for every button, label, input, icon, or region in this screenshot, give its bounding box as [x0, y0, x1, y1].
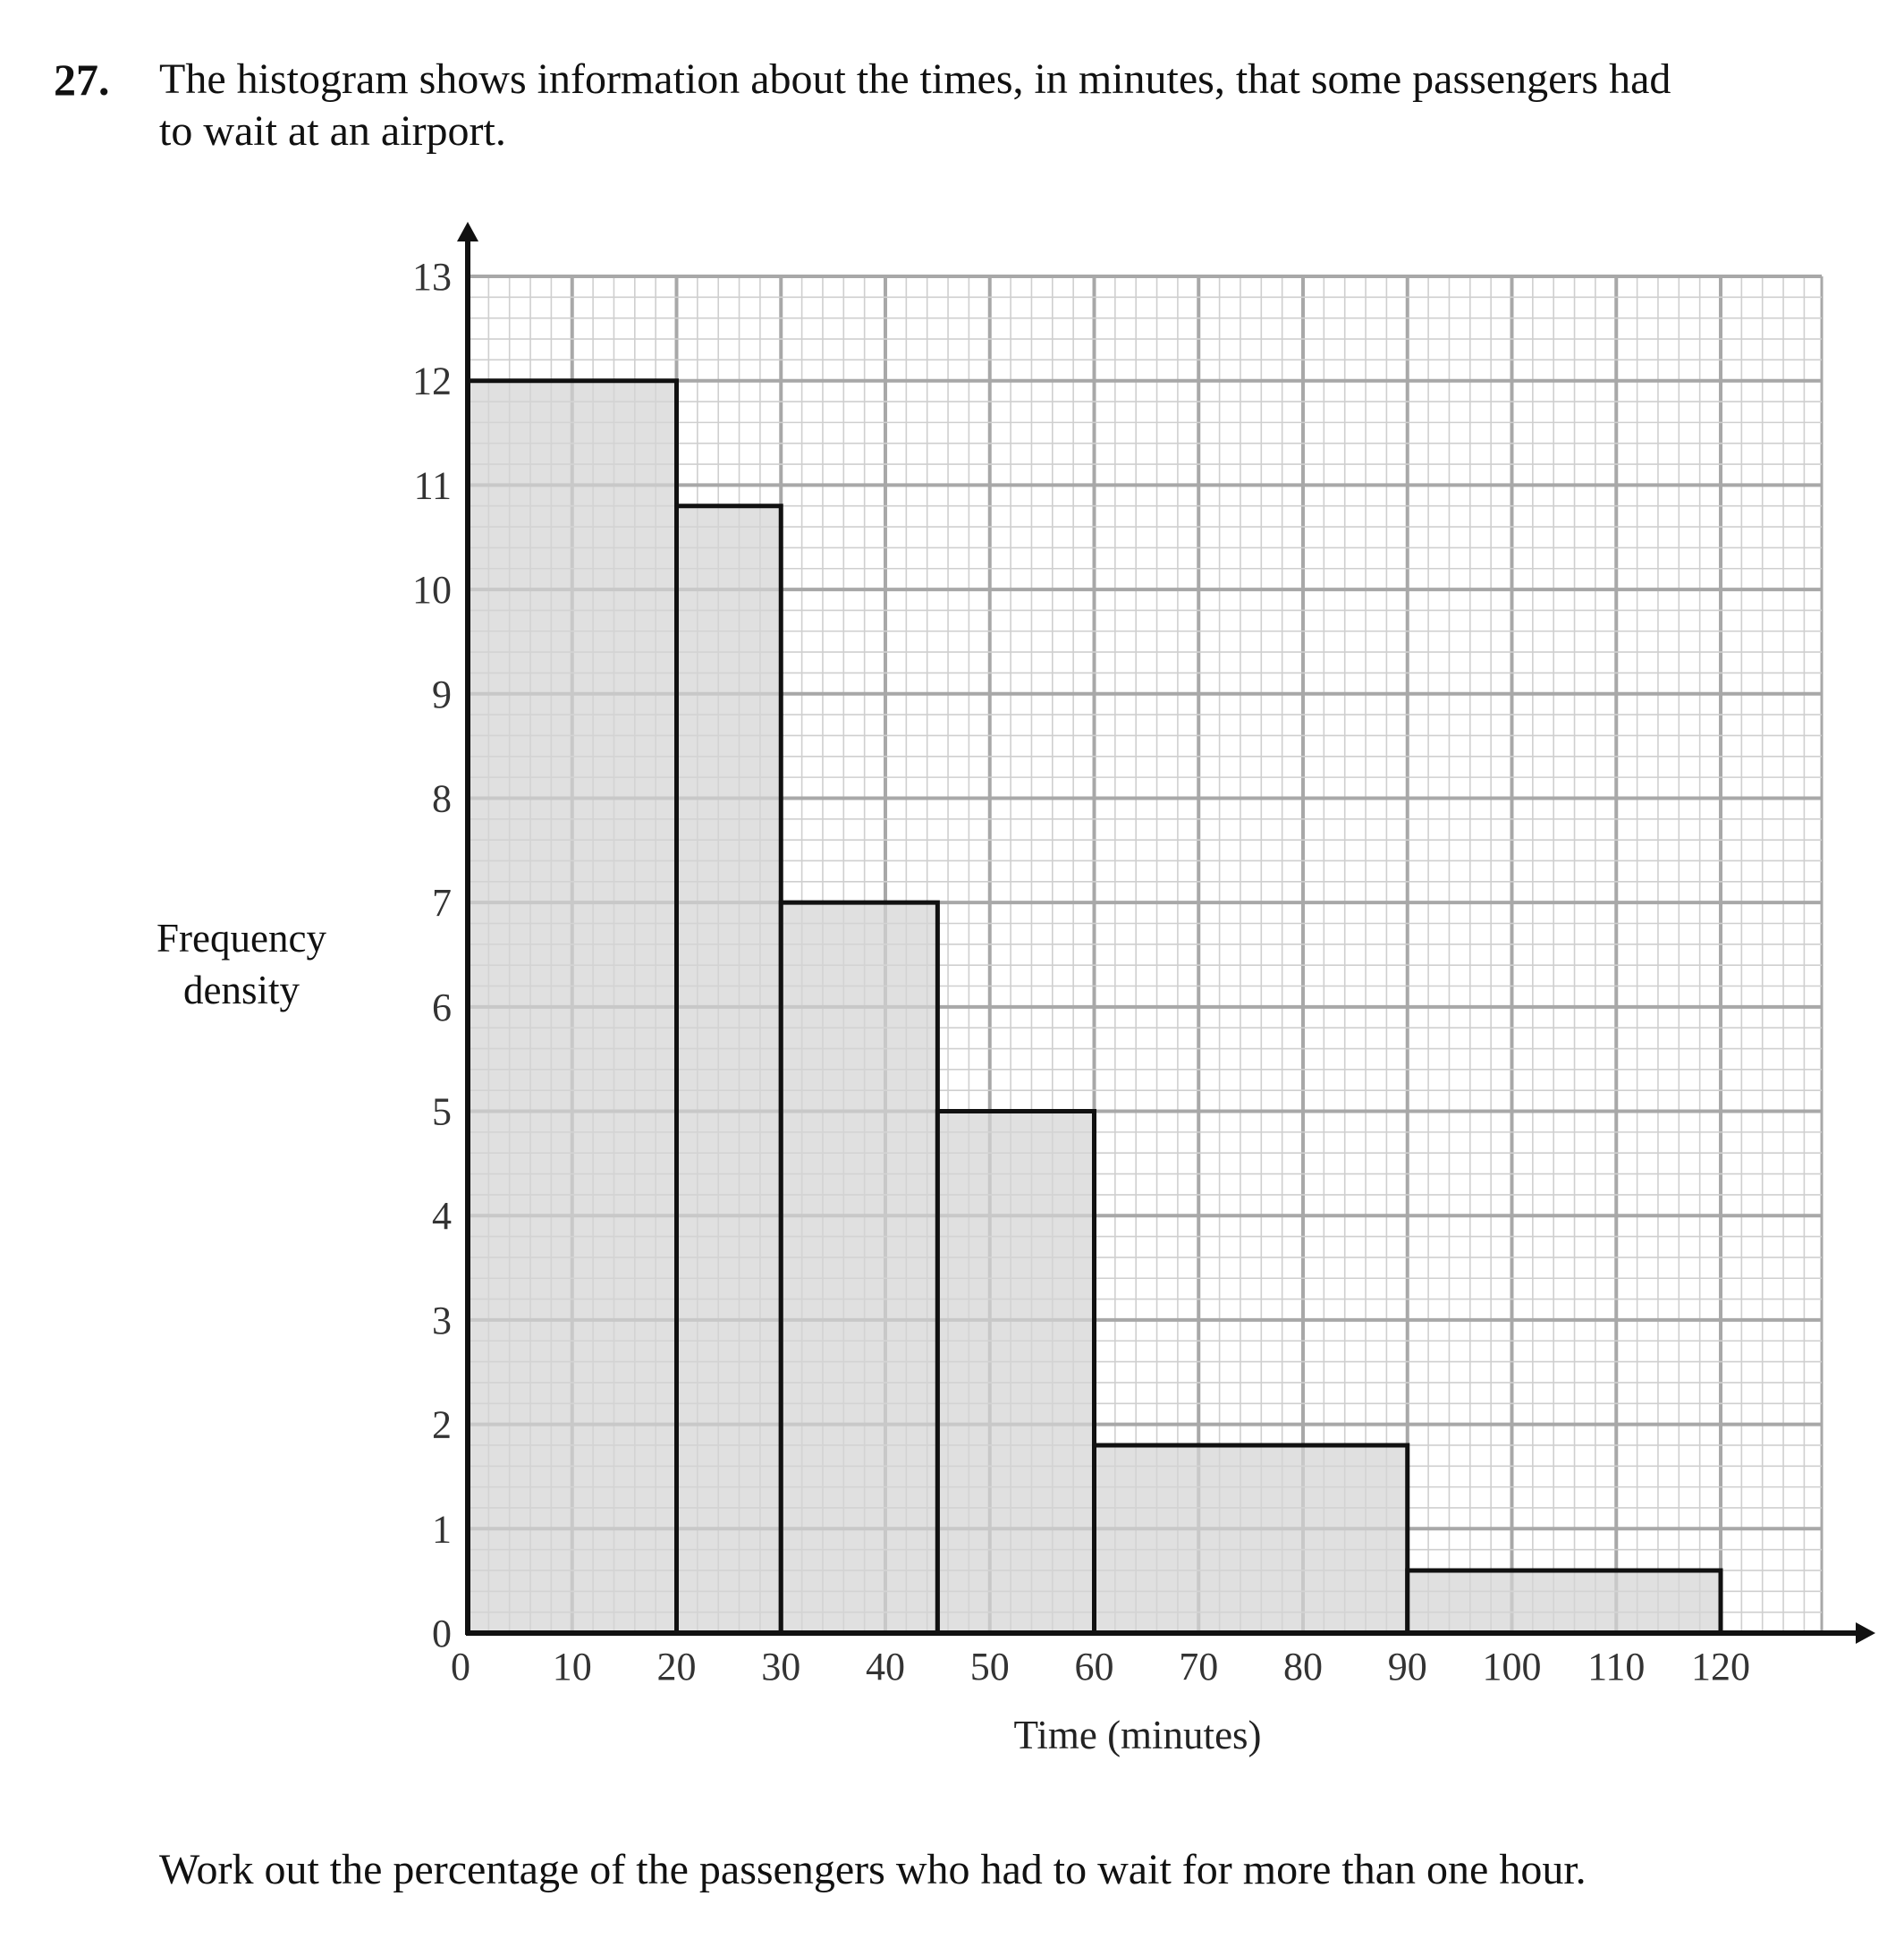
- question-number: 27.: [54, 55, 110, 105]
- x-tick-label: 110: [1587, 1645, 1646, 1689]
- question-text-line-1: The histogram shows information about the times, in minutes, that some passengers had: [159, 55, 1671, 103]
- histogram-bar: [468, 381, 677, 1633]
- y-tick-label: 10: [412, 568, 452, 613]
- x-tick-label: 80: [1283, 1645, 1323, 1689]
- y-tick-label: 13: [412, 255, 452, 299]
- y-tick-label: 11: [413, 463, 452, 508]
- x-tick-label: 20: [656, 1645, 697, 1689]
- histogram-bar: [781, 902, 937, 1633]
- question-text-line-2: to wait at an airport.: [159, 107, 506, 155]
- y-tick-label: 7: [432, 881, 452, 926]
- histogram-bar: [937, 1112, 1094, 1633]
- histogram-bar: [1408, 1570, 1721, 1633]
- y-tick-label: 3: [432, 1298, 452, 1342]
- y-tick-label: 4: [432, 1194, 452, 1239]
- x-tick-label: 40: [866, 1645, 905, 1689]
- x-tick-label: 120: [1691, 1645, 1750, 1689]
- x-tick-label: 100: [1482, 1645, 1542, 1689]
- x-tick-label: 30: [761, 1645, 801, 1689]
- y-tick-label: 8: [432, 776, 452, 821]
- y-tick-label: 9: [432, 672, 452, 716]
- y-tick-label: 12: [412, 359, 452, 403]
- y-tick-label: 5: [432, 1089, 452, 1134]
- y-tick-label: 6: [432, 985, 452, 1029]
- x-tick-label: 10: [552, 1645, 592, 1689]
- x-axis-arrow: [1856, 1622, 1875, 1644]
- y-tick-label: 2: [432, 1402, 452, 1447]
- y-axis-arrow: [457, 222, 478, 241]
- y-axis-label-line-1: Frequency: [157, 916, 326, 961]
- question-prompt: Work out the percentage of the passengers who had to wait for more than one hour.: [159, 1846, 1587, 1893]
- x-tick-label: 50: [969, 1645, 1010, 1689]
- x-tick-label: 70: [1179, 1645, 1219, 1689]
- x-axis-title: Time (minutes): [1013, 1713, 1262, 1757]
- histogram-bar: [1095, 1445, 1408, 1633]
- y-tick-label: 1: [432, 1507, 452, 1552]
- y-tick-label: 0: [432, 1612, 452, 1655]
- y-axis-label-line-2: density: [183, 968, 300, 1012]
- histogram-bar: [677, 506, 782, 1633]
- x-tick-label: 0: [451, 1645, 470, 1689]
- x-tick-label: 60: [1074, 1645, 1114, 1689]
- x-tick-label: 90: [1387, 1645, 1427, 1689]
